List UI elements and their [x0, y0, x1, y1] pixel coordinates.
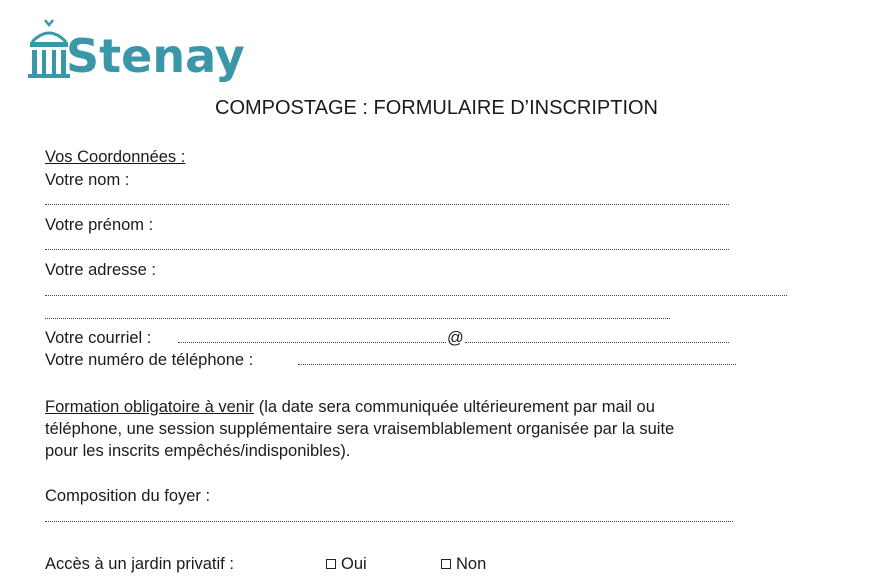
- adresse-field-line1[interactable]: [45, 295, 787, 296]
- logo-text: Stenay: [66, 29, 245, 83]
- formation-line2: téléphone, une session supplémentaire sera vraisemblablement organisée par la suite: [45, 420, 675, 438]
- checkbox-non[interactable]: [441, 559, 451, 569]
- label-nom: Votre nom :: [45, 171, 130, 189]
- option-non-label: Non: [456, 555, 487, 573]
- label-jardin: Accès à un jardin privatif :: [45, 555, 234, 573]
- option-oui-label: Oui: [341, 555, 367, 573]
- section-heading: Vos Coordonnées :: [45, 148, 186, 166]
- form-title: COMPOSTAGE : FORMULAIRE D’INSCRIPTION: [215, 97, 658, 119]
- label-courriel: Votre courriel :: [45, 329, 152, 347]
- option-oui[interactable]: [326, 554, 367, 574]
- formation-line1: [45, 397, 655, 417]
- formation-text-1: (la date sera communiquée ultérieurement par mail ou: [254, 398, 655, 416]
- label-telephone: Votre numéro de téléphone :: [45, 351, 254, 369]
- prenom-field[interactable]: [45, 249, 729, 250]
- courriel-user-field[interactable]: [178, 342, 446, 343]
- adresse-field-line2[interactable]: [45, 318, 670, 319]
- label-foyer: Composition du foyer :: [45, 487, 211, 505]
- nom-field[interactable]: [45, 204, 729, 205]
- label-adresse: Votre adresse :: [45, 261, 156, 279]
- checkbox-oui[interactable]: [326, 559, 336, 569]
- foyer-field[interactable]: [45, 521, 733, 522]
- option-non[interactable]: [441, 554, 486, 574]
- formation-line3: pour les inscrits empêchés/indisponibles).: [45, 442, 351, 460]
- at-sign: @: [447, 329, 464, 347]
- label-prenom: Votre prénom :: [45, 216, 154, 234]
- formation-heading: Formation obligatoire à venir: [45, 398, 255, 416]
- telephone-field[interactable]: [298, 364, 736, 365]
- courriel-domain-field[interactable]: [465, 342, 729, 343]
- logo: [26, 18, 246, 90]
